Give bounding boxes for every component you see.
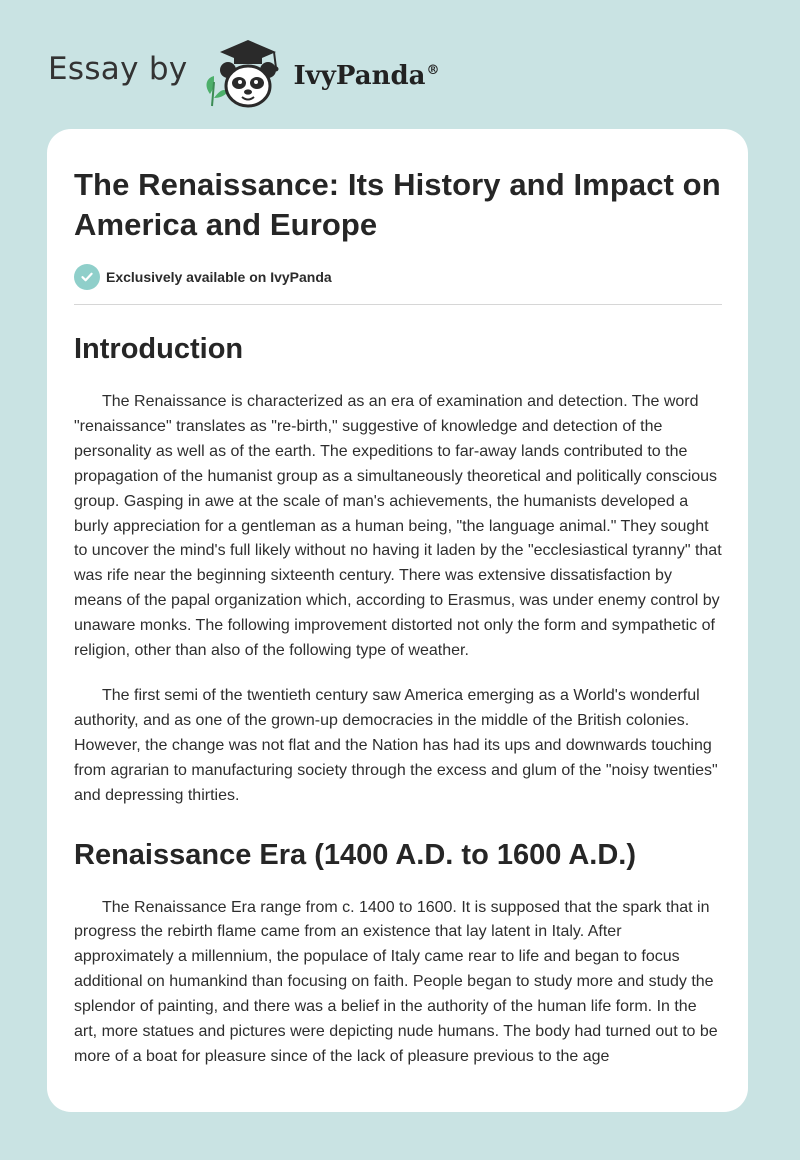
- brand-name[interactable]: [294, 61, 440, 91]
- paragraph: The first semi of the twentieth century saw America emerging as a World's wonderful authority, and as one of the grown-up democracies in the middle of the British colonies. However, the change was not flat and the Nation has had its ups and downwards touching from agrarian to manufacturing society through the excess and glum of the "noisy twenties" and depressing thirties.: [74, 686, 718, 804]
- essay-title: The Renaissance: Its History and Impact on America and Europe: [74, 167, 721, 242]
- essay-by-label: Essay by: [48, 51, 188, 87]
- registered-mark: ®: [426, 63, 440, 79]
- essay-card: [47, 129, 748, 1112]
- exclusive-badge-text: Exclusively available on IvyPanda: [106, 269, 332, 285]
- exclusive-badge: [74, 264, 722, 290]
- paragraph: The Renaissance Era range from c. 1400 to 1600. It is supposed that the spark that in progress the rebirth flame came from an existence that lay latent in Italy. After approximately a millennium, the populace of Italy came rear to life and began to focus additional on humankind than focusing on faith. People began to study more and study the splendor of painting, and there was a belief in the authority of the human life form. In the art, more statues and pictures were depicting nude humans. The body had turned out to be more of a boat for pleasure since of the lack of pleasure previous to the age: [74, 898, 718, 1065]
- section-heading-renaissance-era: Renaissance Era (1400 A.D. to 1600 A.D.): [74, 838, 636, 871]
- check-circle-icon: [74, 264, 100, 290]
- paragraph: The Renaissance is characterized as an era of examination and detection. The word "renaissance" translates as "re-birth," suggestive of knowledge and detection of the personality as well as of the earth. The expeditions to far-away lands contributed to the propagation of the humanist group as a simultaneously theoretical and politically conscious group. Gasping in awe at the scale of man's achievements, the humanists developed a burly appreciation for a gentleman as a human being, "the language animal." They sought to uncover the mind's full likely without no having it laden by the "ecclesiastical tyranny" that was rife near the beginning sixteenth century. There was extensive dissatisfaction by means of the papal organization which, according to Erasmus, was under enemy control by unaware monks. The following improvement distorted not only the form and sympathetic of religion, other than also of the following type of weather.: [74, 393, 722, 660]
- panda-graduate-logo-icon[interactable]: [200, 36, 292, 112]
- brand-name-text: IvyPanda: [293, 61, 426, 91]
- section-heading-introduction: Introduction: [74, 333, 244, 365]
- site-header: [48, 36, 440, 112]
- title-divider: [74, 304, 722, 305]
